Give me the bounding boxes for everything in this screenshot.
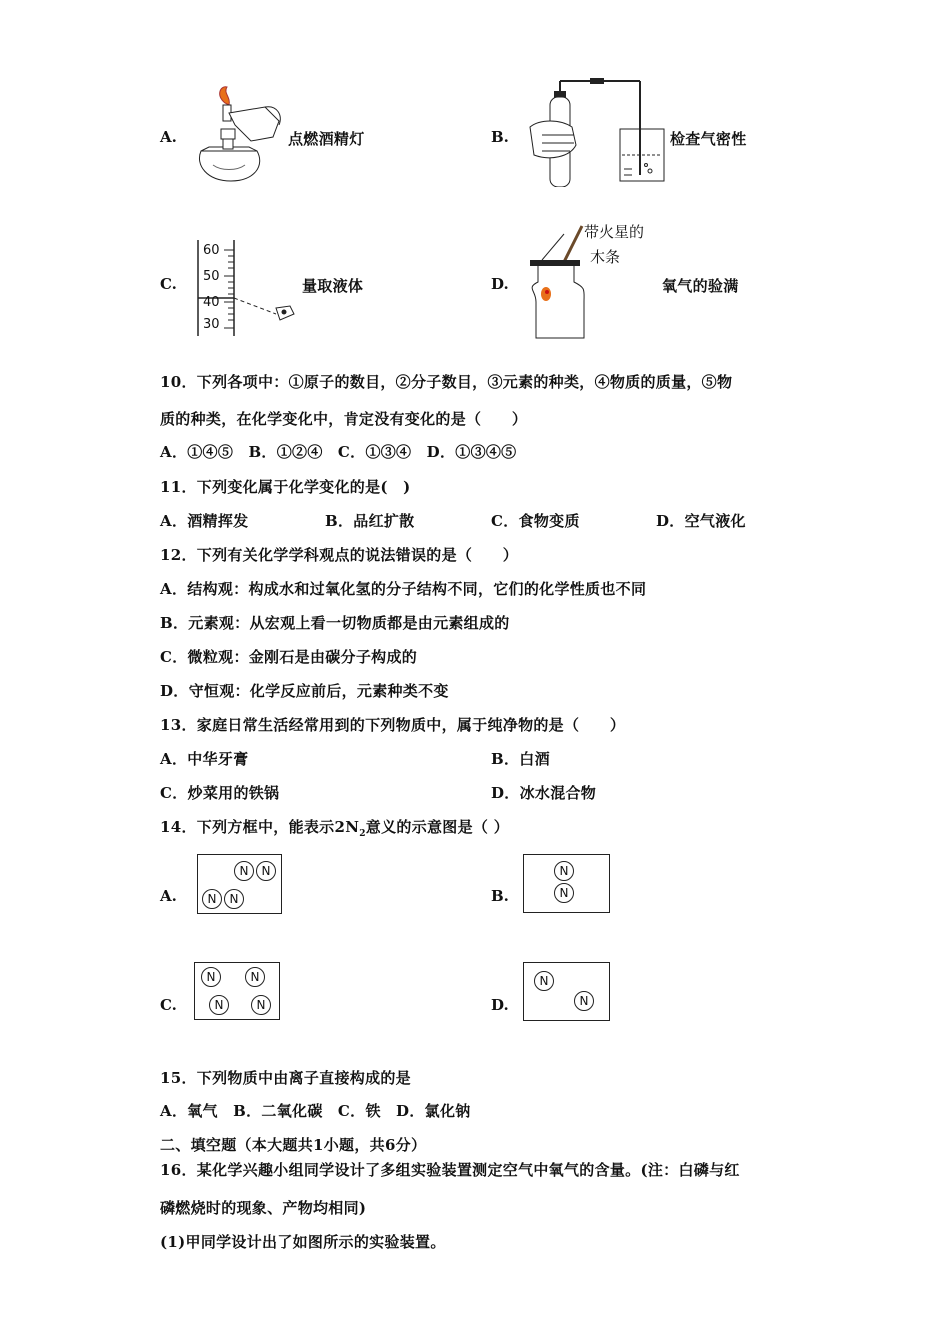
nitrogen-atom: N (554, 861, 574, 881)
q10-options: A．①④⑤ B．①②④ C．①③④ D．①③④⑤ (160, 443, 517, 461)
q13-stem: 13．家庭日常生活经常用到的下列物质中，属于纯净物的是（ ） (160, 716, 626, 734)
q11-stem: 11．下列变化属于化学变化的是( ) (160, 478, 411, 496)
q11-option-b: B．品红扩散 (325, 512, 415, 530)
q14-stem: 14．下列方框中，能表示$2N_2$意义的示意图是（ ） (160, 818, 510, 839)
q13-option-c: C．炒菜用的铁锅 (160, 784, 280, 802)
q14-formula-subscript: 2 (359, 829, 366, 839)
q14-option-b-box (523, 854, 610, 913)
q10-stem-line2: 质的种类，在化学变化中，肯定没有变化的是（ ） (160, 410, 528, 428)
nitrogen-atom: N (201, 967, 221, 987)
q9-option-b-letter: B. (491, 128, 509, 146)
nitrogen-atom: N (554, 883, 574, 903)
q13-option-d: D．冰水混合物 (491, 784, 597, 802)
q13-option-b: B．白酒 (491, 750, 550, 768)
q14-option-a-box (197, 854, 282, 914)
q9-option-a-caption: 点燃酒精灯 (288, 130, 365, 148)
q14-option-c-box (194, 962, 280, 1020)
q9-option-c-letter: C. (160, 275, 177, 293)
q14-option-b-letter: B. (491, 887, 509, 905)
nitrogen-atom: N (234, 861, 254, 881)
q12-option-d: D．守恒观：化学反应前后，元素种类不变 (160, 682, 449, 700)
nitrogen-atom: N (534, 971, 554, 991)
q9-option-a-letter: A. (160, 128, 177, 146)
q16-stem-line2: 磷燃烧时的现象、产物均相同) (160, 1199, 367, 1217)
q12-option-b: B．元素观：从宏观上看一切物质都是由元素组成的 (160, 614, 510, 632)
q9-option-d-caption: 氧气的验满 (662, 277, 739, 295)
q16-part1: (1)甲同学设计出了如图所示的实验装置。 (160, 1233, 446, 1251)
q14-option-a-letter: A. (160, 887, 177, 905)
nitrogen-atom: N (202, 889, 222, 909)
alcohol-lamp-lighting-figure (185, 85, 285, 190)
cylinder-tick-30: 30 (203, 317, 220, 332)
q14-option-d-box (523, 962, 610, 1021)
q14-option-c-letter: C. (160, 996, 177, 1014)
airtightness-check-figure (520, 75, 670, 187)
q12-option-a: A．结构观：构成水和过氧化氢的分子结构不同，它们的化学性质也不同 (160, 580, 647, 598)
q16-stem-line1: 16．某化学兴趣小组同学设计了多组实验装置测定空气中氧气的含量。(注：白磷与红 (160, 1161, 740, 1179)
q11-option-a: A．酒精挥发 (160, 512, 249, 530)
q11-option-c: C．食物变质 (491, 512, 580, 530)
cylinder-tick-60: 60 (203, 243, 220, 258)
burning-splint-label-line2: 木条 (590, 248, 621, 266)
q9-option-c-caption: 量取液体 (302, 277, 364, 295)
nitrogen-atom: N (256, 861, 276, 881)
q9-option-b-caption: 检查气密性 (670, 130, 747, 148)
q10-stem-line1: 10．下列各项中：①原子的数目，②分子数目，③元素的种类，④物质的质量，⑤物 (160, 373, 733, 391)
cylinder-tick-40: 40 (203, 295, 220, 310)
q12-option-c: C．微粒观：金刚石是由碳分子构成的 (160, 648, 418, 666)
q15-options: A．氧气 B．二氧化碳 C．铁 D．氯化钠 (160, 1102, 471, 1120)
q13-option-a: A．中华牙膏 (160, 750, 249, 768)
nitrogen-atom: N (209, 995, 229, 1015)
q11-option-d: D．空气液化 (656, 512, 746, 530)
oxygen-full-test-figure (520, 222, 590, 340)
q14-formula: 2N (334, 818, 360, 836)
q15-stem: 15．下列物质中由离子直接构成的是 (160, 1069, 411, 1087)
nitrogen-atom: N (251, 995, 271, 1015)
section-fill-in-heading: 二、填空题（本大题共1小题，共6分） (160, 1136, 427, 1154)
q9-option-d-letter: D. (491, 275, 509, 293)
nitrogen-atom: N (574, 991, 594, 1011)
nitrogen-atom: N (224, 889, 244, 909)
cylinder-tick-50: 50 (203, 269, 220, 284)
q14-option-d-letter: D. (491, 996, 509, 1014)
burning-splint-label-line1: 带火星的 (584, 223, 645, 241)
q12-stem: 12．下列有关化学学科观点的说法错误的是（ ） (160, 546, 519, 564)
nitrogen-atom: N (245, 967, 265, 987)
